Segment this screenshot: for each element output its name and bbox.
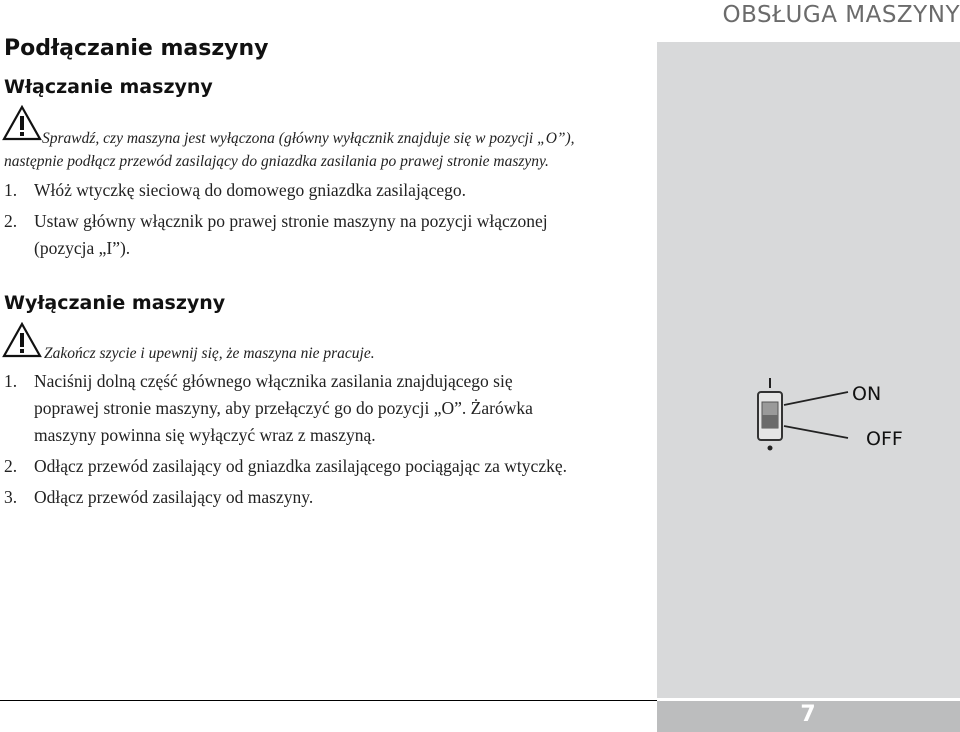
section-heading-switch-on: Włączanie maszyny bbox=[4, 76, 213, 98]
step-number: 1. bbox=[4, 371, 18, 391]
section-heading-switch-off: Wyłączanie maszyny bbox=[4, 292, 226, 314]
switch-on-label: ON bbox=[852, 383, 882, 405]
step-text: Ustaw główny włącznik po prawej stronie maszyny na pozycji włączonej (pozycja „I”). bbox=[34, 211, 548, 258]
switch-off-label: OFF bbox=[866, 428, 903, 450]
warning-switch-off: Zakończ szycie i upewnij się, że maszyna nie pracuje. bbox=[44, 345, 375, 362]
list-item bbox=[4, 208, 564, 262]
warning-line-1: Sprawdź, czy maszyna jest wyłączona (główny wyłącznik znajduje się w pozycji „O”), bbox=[42, 130, 575, 147]
step-text: Włóż wtyczkę sieciową do domowego gniazdka zasilającego. bbox=[34, 180, 466, 200]
step-number: 3. bbox=[4, 487, 18, 507]
warning-line-2: następnie podłącz przewód zasilający do gniazdka zasilania po prawej stronie maszyny. bbox=[4, 153, 549, 170]
step-number: 1. bbox=[4, 180, 18, 200]
steps-switch-off bbox=[4, 368, 574, 511]
step-text: Odłącz przewód zasilający od gniazdka zasilającego pociągając za wtyczkę. bbox=[34, 456, 567, 476]
step-text: Odłącz przewód zasilający od maszyny. bbox=[34, 487, 314, 507]
step-number: 2. bbox=[4, 211, 18, 231]
step-number: 2. bbox=[4, 456, 18, 476]
list-item bbox=[4, 368, 574, 449]
footer-rule bbox=[0, 700, 657, 701]
running-header: OBSŁUGA MASZYNY bbox=[722, 2, 960, 28]
list-item bbox=[4, 177, 604, 204]
rocker-switch-icon bbox=[740, 370, 850, 460]
steps-switch-on bbox=[4, 177, 604, 262]
step-text: Naciśnij dolną część głównego włącznika zasilania znajdującego się poprawej stronie maszyny, aby przełączyć go do pozycji „O”. Żarówka maszyny powinna się wyłączyć wraz z maszyną. bbox=[34, 371, 533, 445]
page-title: Podłączanie maszyny bbox=[4, 36, 269, 61]
warning-triangle-icon bbox=[2, 322, 42, 358]
warning-switch-on bbox=[4, 127, 614, 173]
list-item bbox=[4, 453, 574, 480]
page-number: 7 bbox=[800, 702, 816, 727]
list-item bbox=[4, 484, 574, 511]
